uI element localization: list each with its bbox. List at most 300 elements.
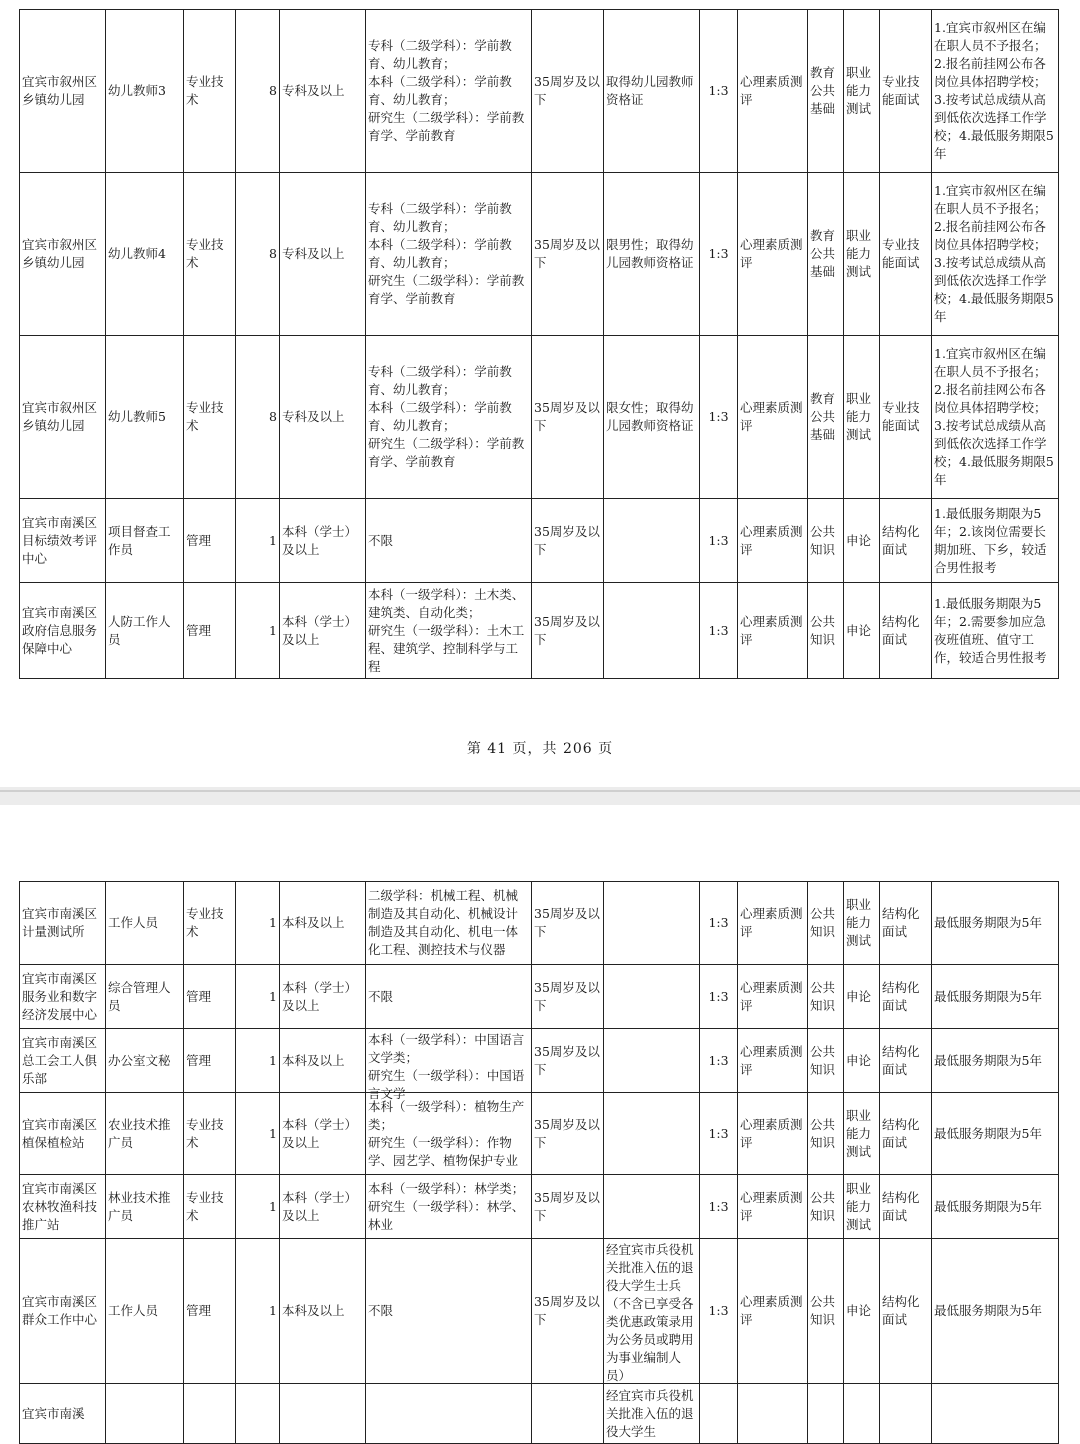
cell-interview [880, 1029, 932, 1093]
cell-assess [738, 1384, 808, 1444]
cell-ratio-text: 1:3 [708, 988, 729, 1004]
cell-exam1 [808, 1175, 844, 1239]
cell-exam1-text: 教育公共基础 [810, 65, 836, 116]
cell-remarks [932, 173, 1059, 336]
cell-interview [880, 10, 932, 173]
cell-major [366, 965, 532, 1029]
cell-exam1-text: 教育公共基础 [810, 228, 836, 279]
cell-remarks [932, 583, 1059, 679]
cell-assess [738, 965, 808, 1029]
cell-education [280, 965, 366, 1029]
cell-other [604, 1175, 700, 1239]
cell-exam1-text: 公共知识 [810, 1116, 836, 1150]
cell-ratio [700, 1384, 738, 1444]
cell-category-text: 管理 [186, 532, 212, 548]
table-row [20, 965, 1059, 1029]
cell-major [366, 173, 532, 336]
cell-other [604, 1093, 700, 1175]
cell-interview [880, 173, 932, 336]
table-row [20, 1029, 1059, 1093]
cell-assess-text: 心理素质测评 [740, 1116, 803, 1150]
cell-category-text: 管理 [186, 1052, 212, 1068]
cell-count-text: 1 [269, 1125, 277, 1141]
cell-count-text: 1 [269, 1052, 277, 1068]
cell-position [106, 173, 184, 336]
cell-position [106, 1175, 184, 1239]
cell-assess [738, 10, 808, 173]
cell-age [532, 10, 604, 173]
cell-category-text: 专业技术 [186, 400, 224, 433]
cell-unit-text: 宜宾市南溪区计量测试所 [22, 906, 98, 939]
cell-education [280, 1093, 366, 1175]
cell-position-text: 综合管理人员 [108, 979, 171, 1013]
cell-position [106, 583, 184, 679]
cell-count [236, 499, 280, 583]
cell-category [184, 499, 236, 583]
cell-age-text: 35周岁及以下 [534, 613, 600, 647]
cell-remarks-text: 最低服务期限为5年 [934, 1198, 1042, 1214]
cell-major-text: 专科（二级学科）：学前教育、幼儿教育； 本科（二级学科）：学前教育、幼儿教育； 研究生（二级学科）：学前教育学、学前教育 [368, 201, 525, 306]
cell-interview [880, 1384, 932, 1444]
cell-major-text: 本科（一级学科）：植物生产类； 研究生（一级学科）：作物学、园艺学、植物保护专业 [368, 1098, 525, 1168]
cell-category [184, 583, 236, 679]
cell-education-text: 本科（学士）及以上 [282, 1116, 358, 1150]
cell-age [532, 1175, 604, 1239]
cell-assess-text: 心理素质测评 [740, 1043, 803, 1077]
cell-major-text: 本科（一级学科）：土木类、建筑类、自动化类； 研究生（一级学科）：土木工程、建筑学、控制科学与工程 [368, 586, 525, 674]
cell-category [184, 10, 236, 173]
cell-age [532, 882, 604, 965]
cell-remarks [932, 1384, 1059, 1444]
cell-remarks [932, 1239, 1059, 1384]
cell-education [280, 1029, 366, 1093]
cell-ratio [700, 10, 738, 173]
cell-remarks [932, 882, 1059, 965]
cell-education-text: 本科及以上 [282, 915, 345, 930]
cell-unit [20, 583, 106, 679]
cell-interview-text: 结构化面试 [882, 1116, 920, 1150]
cell-assess-text: 心理素质测评 [740, 613, 803, 647]
cell-major-text: 不限 [368, 988, 394, 1004]
cell-interview [880, 1239, 932, 1384]
cell-position [106, 1093, 184, 1175]
cell-count [236, 1093, 280, 1175]
cell-major [366, 1384, 532, 1444]
cell-other [604, 173, 700, 336]
cell-education [280, 1175, 366, 1239]
cell-count-text: 8 [269, 83, 277, 98]
cell-unit [20, 1384, 106, 1444]
cell-interview [880, 499, 932, 583]
cell-exam1-text: 公共知识 [810, 906, 836, 939]
cell-ratio [700, 336, 738, 499]
cell-age-text: 35周岁及以下 [534, 1116, 600, 1150]
cell-category [184, 173, 236, 336]
cell-ratio [700, 1175, 738, 1239]
cell-ratio [700, 173, 738, 336]
cell-interview [880, 336, 932, 499]
cell-exam1-text: 公共知识 [810, 613, 836, 647]
cell-exam1 [808, 336, 844, 499]
cell-position [106, 336, 184, 499]
cell-interview-text: 结构化面试 [882, 523, 920, 557]
cell-unit-text: 宜宾市南溪区总工会工人俱乐部 [22, 1034, 98, 1086]
cell-unit-text: 宜宾市南溪区服务业和数字经济发展中心 [22, 970, 98, 1022]
cell-major [366, 336, 532, 499]
cell-assess [738, 1093, 808, 1175]
cell-education [280, 583, 366, 679]
cell-unit [20, 1029, 106, 1093]
cell-remarks [932, 10, 1059, 173]
cell-remarks-text: 1.宜宾市叙州区在编在职人员不予报名；2.报名前挂网公布各岗位具体招聘学校；3.按考试总成绩从高到低依次选择工作学校；4.最低服务期限5年 [934, 346, 1054, 487]
cell-other [604, 1239, 700, 1384]
cell-unit [20, 965, 106, 1029]
recruitment-table-page-42 [19, 881, 1059, 1444]
cell-age [532, 1093, 604, 1175]
cell-other [604, 10, 700, 173]
cell-category-text: 专业技术 [186, 74, 224, 107]
cell-remarks-text: 1.宜宾市叙州区在编在职人员不予报名；2.报名前挂网公布各岗位具体招聘学校；3.按考试总成绩从高到低依次选择工作学校；4.最低服务期限5年 [934, 183, 1054, 324]
cell-interview-text: 结构化面试 [882, 613, 920, 647]
cell-age [532, 583, 604, 679]
table-row [20, 1239, 1059, 1384]
cell-count-text: 1 [269, 915, 277, 930]
cell-major [366, 499, 532, 583]
cell-age-text: 35周岁及以下 [534, 1043, 600, 1077]
cell-interview-text: 结构化面试 [882, 1189, 920, 1223]
table-row [20, 1093, 1059, 1175]
cell-category [184, 965, 236, 1029]
cell-ratio-text: 1:3 [708, 532, 729, 548]
cell-major [366, 10, 532, 173]
cell-category-text: 专业技术 [186, 1189, 224, 1223]
cell-education-text: 专科及以上 [282, 246, 345, 261]
cell-interview [880, 583, 932, 679]
cell-interview [880, 882, 932, 965]
cell-age [532, 1239, 604, 1384]
cell-education-text: 本科（学士）及以上 [282, 1189, 358, 1223]
cell-interview [880, 1175, 932, 1239]
cell-interview-text: 专业技能面试 [882, 400, 920, 433]
cell-position-text: 林业技术推广员 [108, 1189, 171, 1223]
cell-exam1-text: 公共知识 [810, 1189, 836, 1223]
cell-ratio [700, 583, 738, 679]
cell-remarks [932, 336, 1059, 499]
cell-exam2-text: 职业能力测试 [846, 897, 872, 948]
cell-category-text: 专业技术 [186, 1116, 224, 1150]
cell-education [280, 499, 366, 583]
cell-remarks-text: 最低服务期限为5年 [934, 1303, 1042, 1318]
cell-position-text: 人防工作人员 [108, 613, 171, 647]
cell-age [532, 965, 604, 1029]
cell-interview-text: 结构化面试 [882, 906, 920, 939]
cell-education-text: 本科及以上 [282, 1052, 345, 1068]
cell-exam1 [808, 1093, 844, 1175]
cell-other [604, 583, 700, 679]
cell-remarks [932, 1093, 1059, 1175]
cell-age-text: 35周岁及以下 [534, 1294, 600, 1327]
cell-unit [20, 1175, 106, 1239]
cell-position [106, 10, 184, 173]
cell-education [280, 336, 366, 499]
cell-count [236, 1175, 280, 1239]
cell-major-text: 本科（一级学科）：中国语言文学类； 研究生（一级学科）：中国语言文学 [368, 1031, 525, 1101]
cell-ratio [700, 1093, 738, 1175]
table-row [20, 173, 1059, 336]
cell-unit [20, 1093, 106, 1175]
cell-ratio [700, 1029, 738, 1093]
cell-ratio-text: 1:3 [708, 409, 729, 424]
cell-assess [738, 1029, 808, 1093]
cell-age-text: 35周岁及以下 [534, 906, 600, 939]
cell-assess-text: 心理素质测评 [740, 523, 803, 557]
cell-exam1-text: 教育公共基础 [810, 391, 836, 442]
cell-unit-text: 宜宾市南溪区政府信息服务保障中心 [22, 604, 98, 656]
cell-unit-text: 宜宾市南溪区群众工作中心 [22, 1294, 98, 1327]
cell-ratio [700, 1239, 738, 1384]
cell-interview-text: 专业技能面试 [882, 237, 920, 270]
cell-category-text: 管理 [186, 988, 212, 1004]
cell-exam2 [844, 1175, 880, 1239]
cell-category [184, 1384, 236, 1444]
cell-exam1 [808, 583, 844, 679]
cell-education [280, 10, 366, 173]
cell-assess [738, 336, 808, 499]
cell-exam1-text: 公共知识 [810, 1043, 836, 1077]
cell-interview-text: 专业技能面试 [882, 74, 920, 107]
cell-count-text: 1 [269, 1303, 277, 1318]
cell-ratio-text: 1:3 [708, 622, 729, 638]
page-number-footer: 第 41 页，共 206 页 [466, 741, 614, 757]
cell-interview-text: 结构化面试 [882, 1043, 920, 1077]
cell-education-text: 本科（学士）及以上 [282, 979, 358, 1013]
cell-unit-text: 宜宾市叙州区乡镇幼儿园 [22, 74, 98, 107]
cell-major [366, 1093, 532, 1175]
cell-position [106, 965, 184, 1029]
cell-remarks-text: 1.最低服务期限为5年；2.该岗位需要长期加班、下乡，较适合男性报考 [934, 505, 1047, 575]
cell-position-text: 农业技术推广员 [108, 1116, 171, 1150]
cell-exam2-text: 职业能力测试 [846, 1107, 872, 1159]
cell-age-text: 35周岁及以下 [534, 1189, 600, 1223]
cell-ratio-text: 1:3 [708, 1303, 729, 1318]
cell-age [532, 499, 604, 583]
cell-count-text: 8 [269, 409, 277, 424]
cell-education-text: 本科（学士）及以上 [282, 523, 358, 557]
cell-unit [20, 882, 106, 965]
cell-unit-text: 宜宾市南溪区农林牧渔科技推广站 [22, 1180, 98, 1232]
cell-assess [738, 173, 808, 336]
cell-exam2 [844, 965, 880, 1029]
cell-education-text: 专科及以上 [282, 83, 345, 98]
cell-other [604, 1384, 700, 1444]
cell-count-text: 1 [269, 988, 277, 1004]
cell-unit [20, 499, 106, 583]
cell-major-text: 二级学科：机械工程、机械制造及其自动化、机械设计制造及其自动化、机电一体化工程、测控技术与仪器 [368, 888, 519, 957]
recruitment-table-page-41 [19, 9, 1059, 679]
cell-category-text: 专业技术 [186, 906, 224, 939]
cell-education [280, 1239, 366, 1384]
cell-category-text: 专业技术 [186, 237, 224, 270]
cell-exam2 [844, 583, 880, 679]
cell-ratio-text: 1:3 [708, 915, 729, 930]
cell-category [184, 336, 236, 499]
cell-count-text: 1 [269, 532, 277, 548]
cell-remarks [932, 965, 1059, 1029]
cell-count [236, 1384, 280, 1444]
cell-unit-text: 宜宾市南溪区植保植检站 [22, 1116, 98, 1150]
cell-assess [738, 882, 808, 965]
cell-count-text: 1 [269, 1198, 277, 1214]
cell-category [184, 1029, 236, 1093]
cell-assess-text: 心理素质测评 [740, 400, 803, 433]
cell-unit [20, 1239, 106, 1384]
cell-age [532, 1384, 604, 1444]
cell-remarks [932, 1029, 1059, 1093]
cell-major [366, 882, 532, 965]
cell-major-text: 本科（一级学科）：林学类； 研究生（一级学科）：林学、林业 [368, 1180, 525, 1232]
cell-position-text: 办公室文秘 [108, 1052, 171, 1068]
cell-age-text: 35周岁及以下 [534, 237, 600, 270]
cell-category-text: 管理 [186, 1303, 212, 1318]
cell-unit [20, 336, 106, 499]
cell-remarks [932, 1175, 1059, 1239]
cell-position-text: 工作人员 [108, 1303, 159, 1318]
cell-position [106, 1384, 184, 1444]
cell-count [236, 583, 280, 679]
cell-exam2-text: 职业能力测试 [846, 1180, 872, 1232]
cell-major-text: 专科（二级学科）：学前教育、幼儿教育； 本科（二级学科）：学前教育、幼儿教育； 研究生（二级学科）：学前教育学、学前教育 [368, 38, 525, 143]
cell-category [184, 1175, 236, 1239]
cell-unit-text: 宜宾市叙州区乡镇幼儿园 [22, 237, 98, 270]
cell-exam1 [808, 499, 844, 583]
cell-remarks-text: 最低服务期限为5年 [934, 1052, 1042, 1068]
cell-unit-text: 宜宾市叙州区乡镇幼儿园 [22, 400, 98, 433]
cell-age-text: 35周岁及以下 [534, 979, 600, 1013]
page-separator-line [0, 790, 1080, 792]
cell-assess-text: 心理素质测评 [740, 1189, 803, 1223]
cell-exam2 [844, 173, 880, 336]
cell-position [106, 1029, 184, 1093]
cell-exam1 [808, 1029, 844, 1093]
cell-count-text: 1 [269, 622, 277, 638]
cell-education [280, 173, 366, 336]
cell-category-text: 管理 [186, 622, 212, 638]
cell-assess-text: 心理素质测评 [740, 237, 803, 270]
table-row [20, 336, 1059, 499]
cell-assess-text: 心理素质测评 [740, 74, 803, 107]
cell-other [604, 965, 700, 1029]
cell-ratio-text: 1:3 [708, 246, 729, 261]
cell-exam1-text: 公共知识 [810, 1294, 836, 1327]
cell-exam1 [808, 1239, 844, 1384]
cell-position-text: 幼儿教师5 [108, 409, 166, 424]
cell-unit [20, 173, 106, 336]
cell-category [184, 1239, 236, 1384]
cell-assess [738, 583, 808, 679]
cell-position-text: 幼儿教师3 [108, 83, 166, 98]
cell-exam2-text: 职业能力测试 [846, 228, 872, 279]
cell-age-text: 35周岁及以下 [534, 74, 600, 107]
cell-assess [738, 1239, 808, 1384]
cell-exam2-text: 申论 [846, 622, 872, 638]
cell-position-text: 幼儿教师4 [108, 246, 166, 261]
cell-exam2-text: 职业能力测试 [846, 65, 872, 116]
cell-exam2 [844, 1384, 880, 1444]
cell-exam1-text: 公共知识 [810, 979, 836, 1013]
table-row [20, 1384, 1059, 1444]
cell-remarks-text: 1.最低服务期限为5年；2.需要参加应急夜班值班、值守工作，较适合男性报考 [934, 595, 1047, 665]
cell-count [236, 882, 280, 965]
cell-position-text: 项目督查工作员 [108, 523, 171, 557]
cell-exam2-text: 申论 [846, 532, 872, 548]
cell-exam2 [844, 1093, 880, 1175]
cell-interview [880, 1093, 932, 1175]
cell-exam2-text: 申论 [846, 1303, 872, 1318]
cell-remarks-text: 1.宜宾市叙州区在编在职人员不予报名；2.报名前挂网公布各岗位具体招聘学校；3.按考试总成绩从高到低依次选择工作学校；4.最低服务期限5年 [934, 20, 1054, 161]
cell-assess-text: 心理素质测评 [740, 1294, 803, 1327]
cell-category [184, 882, 236, 965]
cell-unit-text: 宜宾市南溪 [22, 1405, 85, 1421]
cell-major-text: 专科（二级学科）：学前教育、幼儿教育； 本科（二级学科）：学前教育、幼儿教育； 研究生（二级学科）：学前教育学、学前教育 [368, 364, 525, 469]
cell-count-text: 8 [269, 246, 277, 261]
cell-exam2 [844, 1029, 880, 1093]
cell-assess [738, 1175, 808, 1239]
cell-age-text: 35周岁及以下 [534, 523, 600, 557]
cell-exam1 [808, 1384, 844, 1444]
cell-remarks [932, 499, 1059, 583]
table-row [20, 583, 1059, 679]
cell-exam2 [844, 882, 880, 965]
cell-age-text: 35周岁及以下 [534, 400, 600, 433]
cell-other [604, 1029, 700, 1093]
cell-exam1 [808, 173, 844, 336]
cell-other-text: 经宜宾市兵役机关批准入伍的退役大学生士兵（不含已享受各类优惠政策录用为公务员或聘用为事业编制人员） [606, 1241, 694, 1383]
table-row [20, 1175, 1059, 1239]
cell-exam2-text: 职业能力测试 [846, 391, 872, 442]
cell-ratio [700, 882, 738, 965]
cell-major-text: 不限 [368, 1303, 394, 1318]
cell-count [236, 10, 280, 173]
cell-count [236, 965, 280, 1029]
cell-major-text: 不限 [368, 532, 394, 548]
cell-education-text: 专科及以上 [282, 409, 345, 424]
cell-other [604, 336, 700, 499]
cell-count [236, 173, 280, 336]
cell-ratio-text: 1:3 [708, 1052, 729, 1068]
cell-position-text: 工作人员 [108, 915, 159, 930]
cell-exam2 [844, 336, 880, 499]
cell-remarks-text: 最低服务期限为5年 [934, 988, 1042, 1004]
cell-assess-text: 心理素质测评 [740, 906, 803, 939]
cell-education [280, 1384, 366, 1444]
cell-exam1 [808, 965, 844, 1029]
cell-interview [880, 965, 932, 1029]
cell-exam1 [808, 10, 844, 173]
cell-ratio [700, 499, 738, 583]
cell-age [532, 336, 604, 499]
cell-other-text: 取得幼儿园教师资格证 [606, 74, 694, 107]
cell-unit [20, 10, 106, 173]
cell-interview-text: 结构化面试 [882, 979, 920, 1013]
cell-other [604, 499, 700, 583]
cell-ratio-text: 1:3 [708, 1125, 729, 1141]
cell-other-text: 经宜宾市兵役机关批准入伍的退役大学生 [606, 1387, 694, 1439]
cell-unit-text: 宜宾市南溪区目标绩效考评中心 [22, 514, 98, 566]
cell-category [184, 1093, 236, 1175]
cell-ratio-text: 1:3 [708, 1198, 729, 1214]
cell-count [236, 336, 280, 499]
cell-age [532, 1029, 604, 1093]
